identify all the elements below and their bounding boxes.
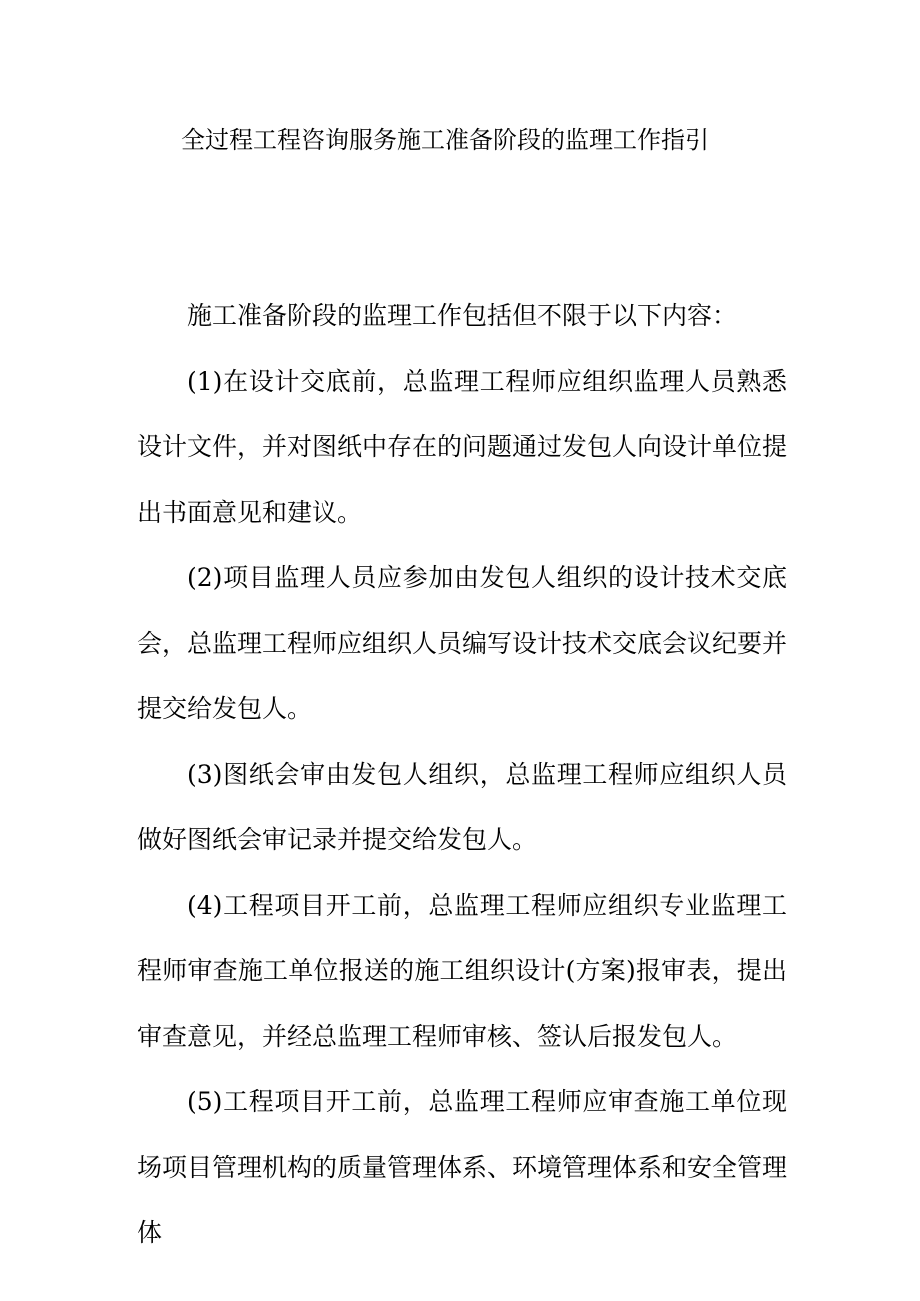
document-body	[137, 283, 787, 1266]
document-title: 全过程工程咨询服务施工准备阶段的监理工作指引	[181, 126, 709, 154]
paragraph-item-2: (2)项目监理人员应参加由发包人组织的设计技术交底会，总监理工程师应组织人员编写设计技术交底会议纪要并提交给发包人。	[137, 563, 788, 723]
paragraph-item-4: (4)工程项目开工前，总监理工程师应组织专业监理工程师审查施工单位报送的施工组织设计(方案)报审表，提出审查意见，并经总监理工程师审核、签认后报发包人。	[137, 890, 787, 1051]
paragraph-item-1: (1)在设计交底前，总监理工程师应组织监理人员熟悉设计文件，并对图纸中存在的问题通过发包人向设计单位提出书面意见和建议。	[137, 366, 788, 527]
paragraph-item-3: (3)图纸会审由发包人组织，总监理工程师应组织人员做好图纸会审记录并提交给发包人。	[137, 759, 787, 854]
paragraph-item-5: (5)工程项目开工前，总监理工程师应审查施工单位现场项目管理机构的质量管理体系、环境管理体系和安全管理体	[137, 1087, 788, 1247]
paragraph-intro: 施工准备阶段的监理工作包括但不限于以下内容：	[187, 301, 738, 330]
